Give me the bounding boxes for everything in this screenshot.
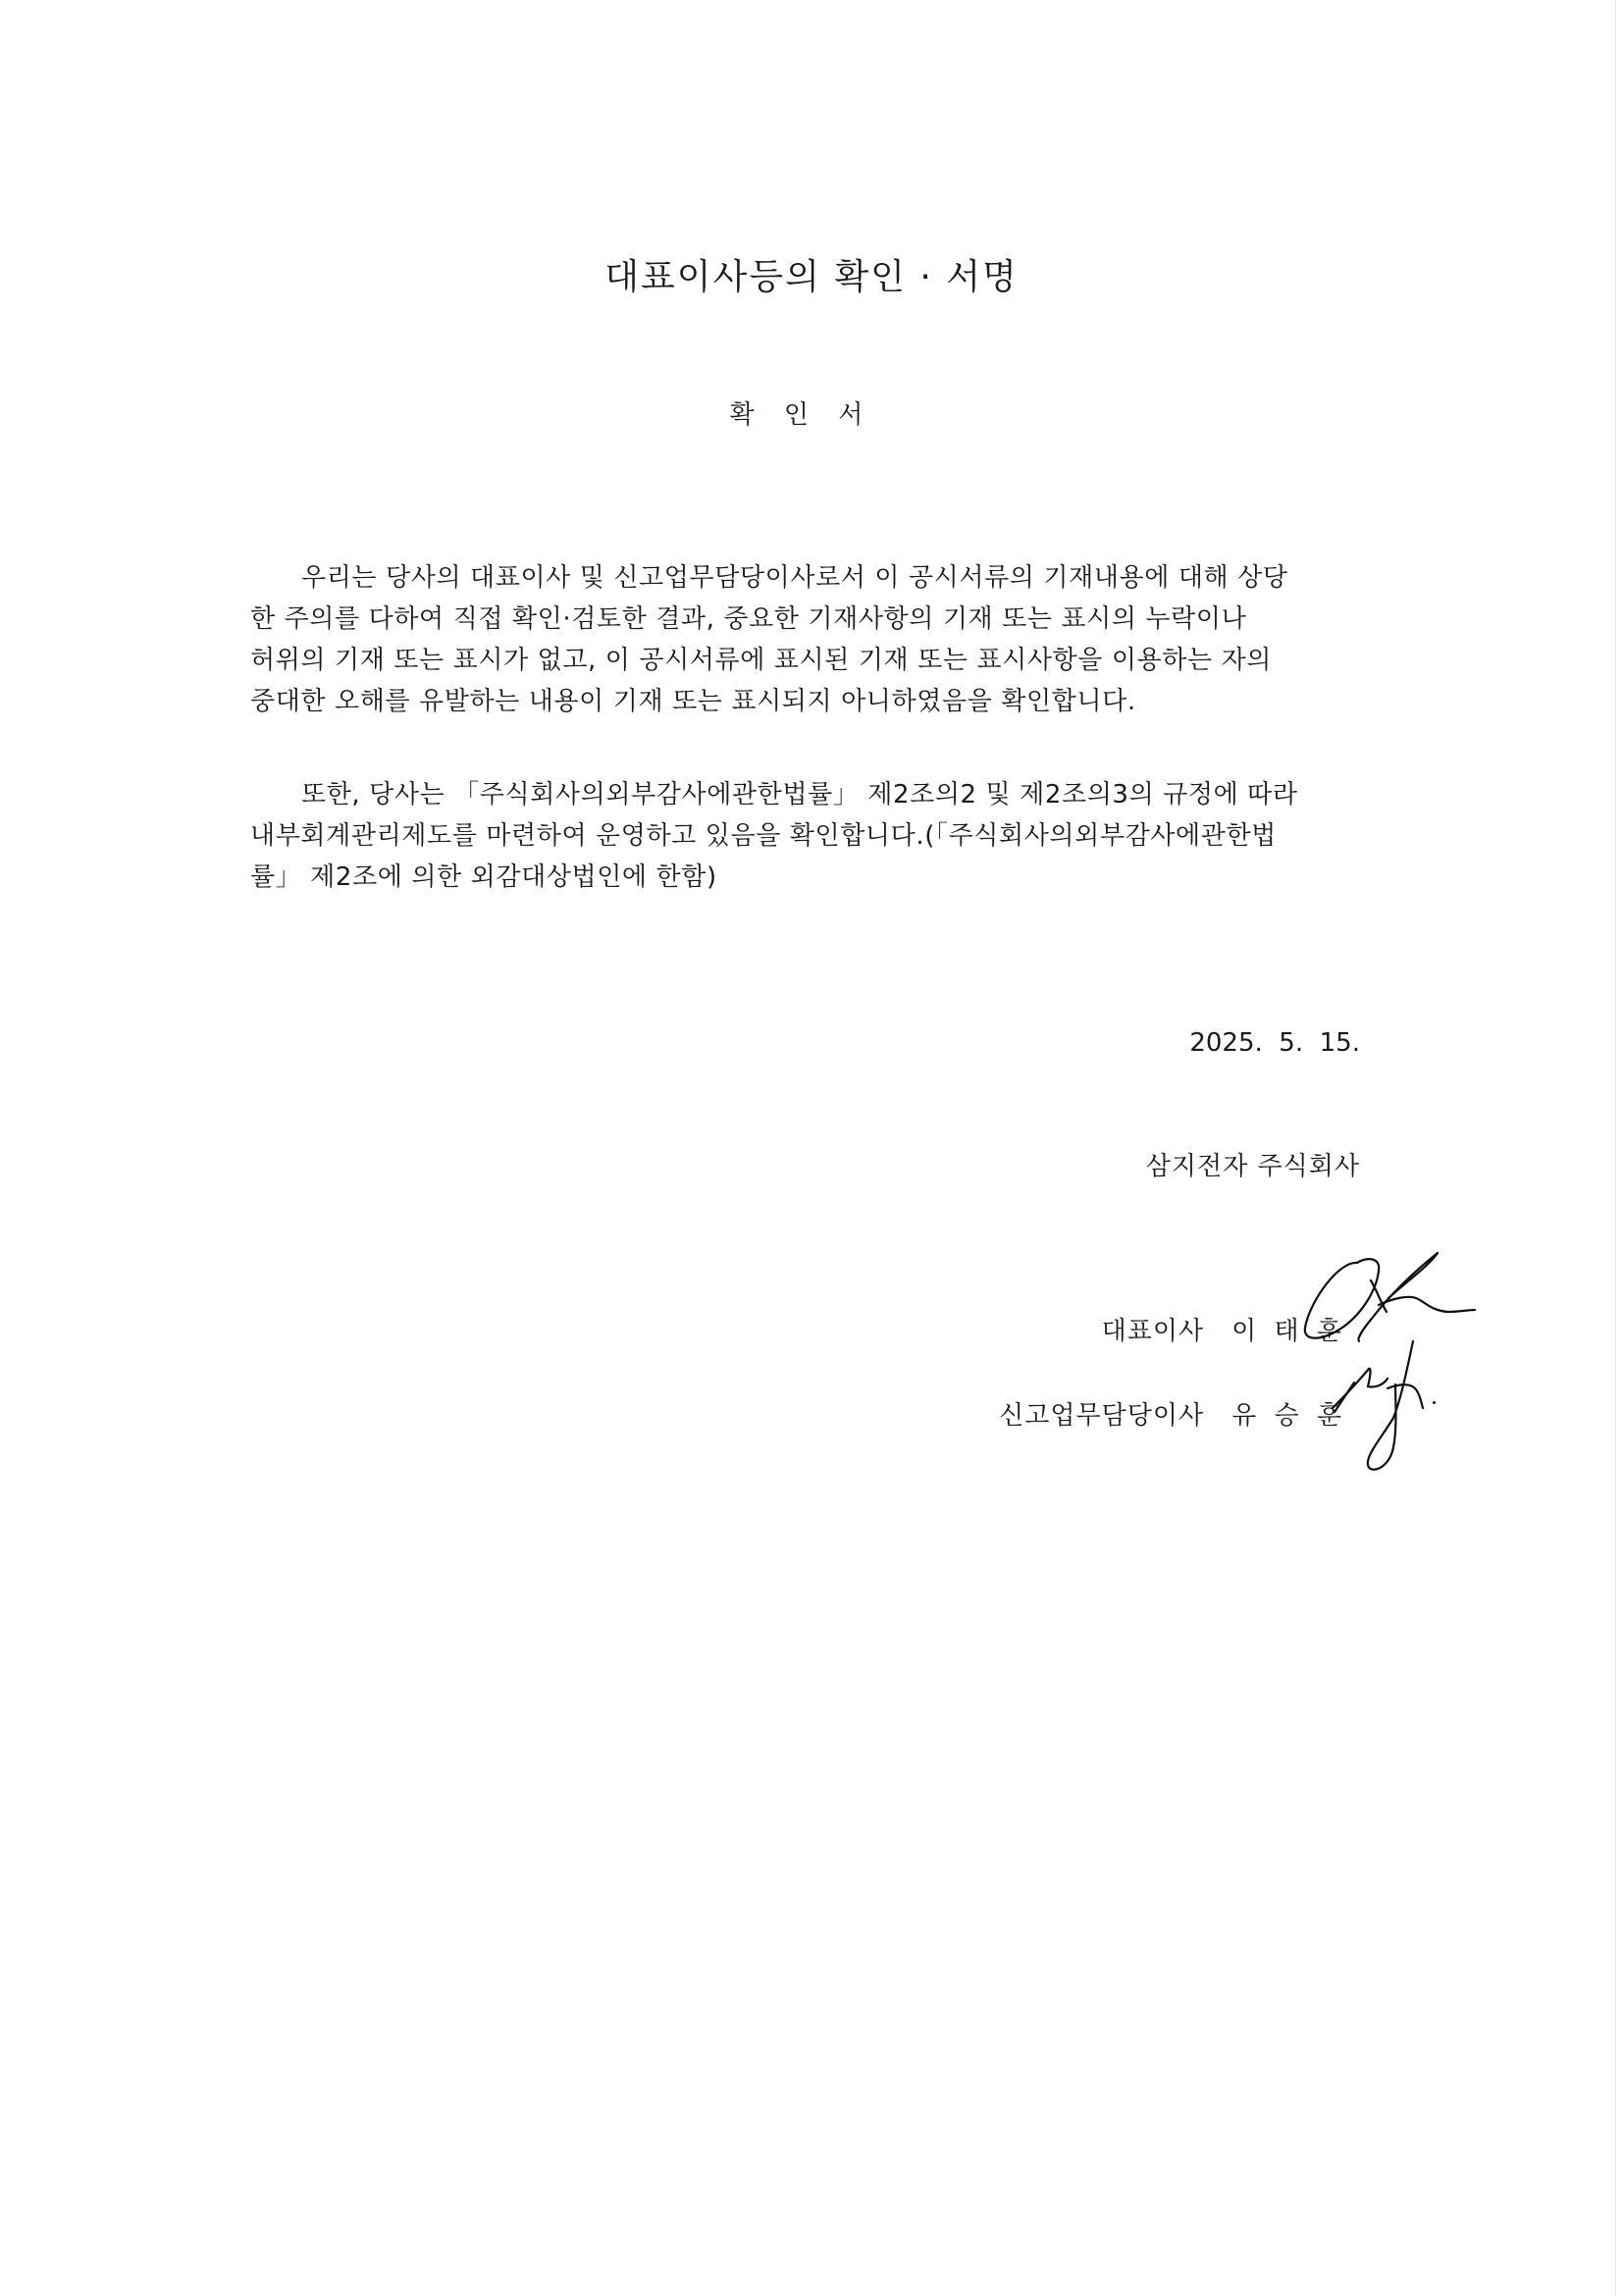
signatory-title: 대표이사 xyxy=(1101,1317,1205,1346)
company-name: 삼지전자 주식회사 xyxy=(1145,1152,1360,1181)
paragraph-line: 허위의 기재 또는 표시가 없고, 이 공시서류에 표시된 기재 또는 표시사항을 이용하는 자의 xyxy=(250,646,1273,675)
document-date: 2025. 5. 15. xyxy=(1189,1028,1360,1058)
signatory-ceo xyxy=(1066,1281,1342,1377)
signature-dot xyxy=(1433,1401,1436,1404)
signatory-title: 신고업무담당이사 xyxy=(999,1401,1205,1431)
document-subtitle: 확 인 서 xyxy=(729,400,865,430)
confirmation-paragraph-1 xyxy=(250,557,1369,722)
handwritten-signature-icon xyxy=(1325,1339,1472,1477)
paragraph-line: 중대한 오해를 유발하는 내용이 기재 또는 표시되지 아니하였음을 확인합니다. xyxy=(250,687,1136,716)
scan-edge-line xyxy=(1615,0,1616,2296)
signatory-name: 이 태 훈 xyxy=(1231,1317,1342,1346)
signatory-disclosure-officer xyxy=(963,1366,1342,1461)
signatory-name: 유 승 훈 xyxy=(1231,1401,1342,1431)
paragraph-line: 내부회계관리제도를 마련하여 운영하고 있음을 확인합니다.(「주식회사의외부감사에관한법 xyxy=(250,821,1277,851)
paragraph-line: 또한, 당사는 「주식회사의외부감사에관한법률」 제2조의2 및 제2조의3의 규정에 따라 xyxy=(301,780,1298,809)
paragraph-line: 률」 제2조에 의한 외감대상법인에 한함) xyxy=(250,862,717,892)
document-title: 대표이사등의 확인 · 서명 xyxy=(604,257,1019,297)
confirmation-paragraph-2 xyxy=(250,774,1369,898)
paragraph-line: 우리는 당사의 대표이사 및 신고업무담당이사로서 이 공시서류의 기재내용에 대해 상당 xyxy=(301,563,1288,593)
paragraph-line: 한 주의를 다하여 직접 확인·검토한 결과, 중요한 기재사항의 기재 또는 표시의 누락이나 xyxy=(250,604,1247,634)
